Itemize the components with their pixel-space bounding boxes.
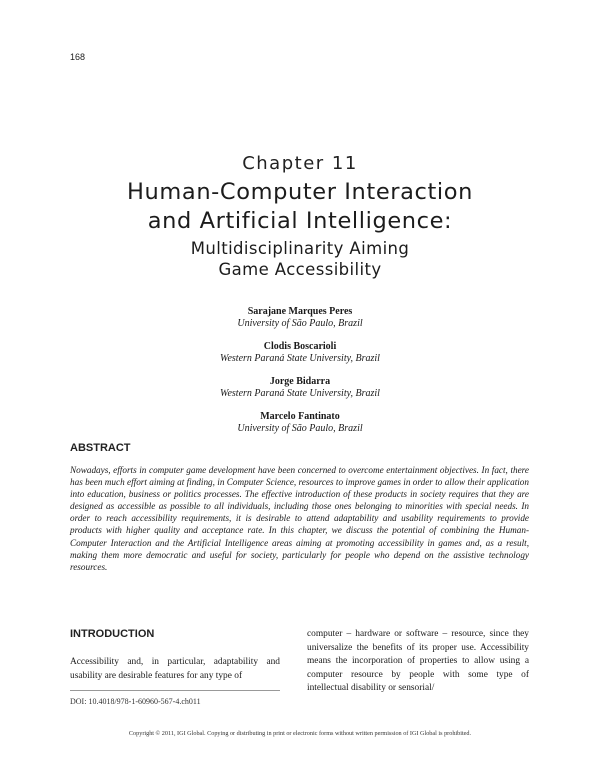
chapter-subtitle: [0, 238, 600, 280]
abstract-heading: ABSTRACT: [70, 442, 131, 454]
chapter-subtitle-line: Multidisciplinarity Aiming: [190, 239, 410, 258]
author-name: Sarajane Marques Peres: [247, 306, 353, 317]
introduction-left-column: Accessibility and, in particular, adaptability and usability are desirable features for any type of: [70, 657, 280, 681]
introduction-right-column: computer – hardware or software – resource, since they universalize the benefits of its proper use. Accessibility means the incorporation of properties to allow using a computer resource by people with some type of intellectual disability or sensorial/: [307, 629, 529, 693]
author-list: [0, 306, 600, 446]
page-number: 168: [70, 52, 86, 62]
author-name: Jorge Bidarra: [269, 376, 331, 387]
author-affiliation: University of São Paulo, Brazil: [237, 318, 363, 329]
author-affiliation: Western Paraná State University, Brazil: [220, 353, 380, 364]
doi-footnote: DOI: 10.4018/978-1-60960-567-4.ch011: [70, 697, 201, 706]
copyright-notice: Copyright © 2011, IGI Global. Copying or distributing in print or electronic forms without written permission of IGI Global is prohibited.: [128, 730, 472, 737]
introduction-heading: INTRODUCTION: [70, 628, 155, 640]
chapter-subtitle-line: Game Accessibility: [218, 260, 382, 279]
author-entry: [0, 376, 600, 400]
chapter-title-line: and Artificial Intelligence:: [147, 208, 453, 234]
footnote-divider: [70, 690, 280, 691]
chapter-label: Chapter 11: [242, 153, 358, 174]
abstract-text: Nowadays, efforts in computer game development have been concerned to overcome entertainment objectives. In fact, there has been much effort aiming at finding, in Computer Science, resources to improve games in order to allow their application into education, business or politics processes. The effective introduction of these products in society requires that they are designed as accessible as possible to all individuals, including those ones belonging to minorities with special needs. In order to reach accessibility requirements, it is desirable to attend adaptability and usability requirements to provide products with higher quality and acceptance rate. In this chapter, we discuss the potential of combining the Human-Computer Interaction and the Artificial Intelligence areas aiming at promoting accessibility in games and, as a result, making them more democratic and useful for society, particularly for people who depend on the assistive technology resources.: [70, 465, 529, 572]
author-affiliation: Western Paraná State University, Brazil: [220, 388, 380, 399]
author-name: Marcelo Fantinato: [260, 411, 340, 422]
chapter-title: [0, 178, 600, 236]
author-affiliation: University of São Paulo, Brazil: [237, 423, 363, 434]
chapter-title-line: Human-Computer Interaction: [127, 179, 473, 205]
author-entry: [0, 306, 600, 330]
author-name: Clodis Boscarioli: [263, 341, 337, 352]
author-entry: [0, 411, 600, 435]
author-entry: [0, 341, 600, 365]
